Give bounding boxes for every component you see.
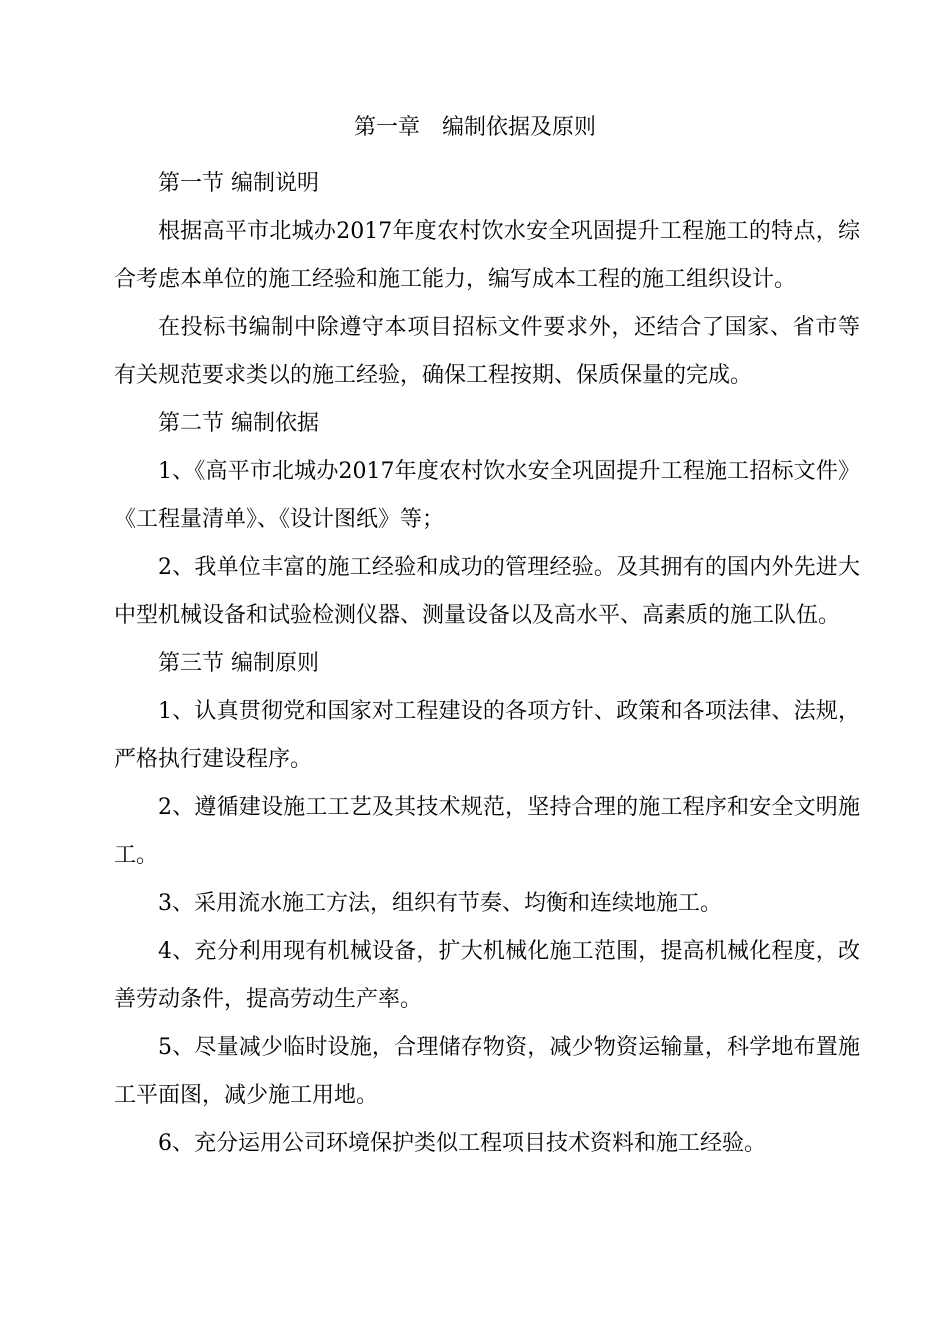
paragraph: 3、采用流水施工方法，组织有节奏、均衡和连续地施工。 — [158, 891, 722, 916]
paragraph: 2、我单位丰富的施工经验和成功的管理经验。及其拥有的国内外先进大中型机械设备和试验检测仪器、测量设备以及高水平、高素质的施工队伍。 — [114, 555, 860, 628]
section-heading: 第一节 编制说明 — [158, 171, 319, 196]
section-compilation-basis — [114, 400, 860, 640]
section-heading: 第二节 编制依据 — [158, 411, 319, 436]
paragraph: 2、遵循建设施工工艺及其技术规范，坚持合理的施工程序和安全文明施工。 — [114, 795, 860, 868]
paragraph: 在投标书编制中除遵守本项目招标文件要求外，还结合了国家、省市等有关规范要求类以的施工经验，确保工程按期、保质保量的完成。 — [114, 315, 860, 388]
section-compilation-notes — [114, 160, 860, 400]
paragraph: 4、充分利用现有机械设备，扩大机械化施工范围，提高机械化程度，改善劳动条件，提高劳动生产率。 — [114, 939, 860, 1012]
paragraph: 1、《高平市北城办2017年度农村饮水安全巩固提升工程施工招标文件》《工程量清单》、《设计图纸》等； — [114, 459, 860, 532]
chapter-title: 第一章 编制依据及原则 — [353, 115, 596, 140]
paragraph: 6、充分运用公司环境保护类似工程项目技术资料和施工经验。 — [158, 1131, 766, 1156]
paragraph: 5、尽量减少临时设施，合理储存物资，减少物资运输量，科学地布置施工平面图，减少施工用地。 — [114, 1035, 860, 1108]
paragraph: 1、认真贯彻党和国家对工程建设的各项方针、政策和各项法律、法规，严格执行建设程序。 — [114, 699, 860, 772]
paragraph: 根据高平市北城办2017年度农村饮水安全巩固提升工程施工的特点，综合考虑本单位的施工经验和施工能力，编写成本工程的施工组织设计。 — [114, 219, 860, 292]
document-body — [114, 160, 860, 1168]
section-heading: 第三节 编制原则 — [158, 651, 319, 676]
section-compilation-principles — [114, 640, 860, 1168]
